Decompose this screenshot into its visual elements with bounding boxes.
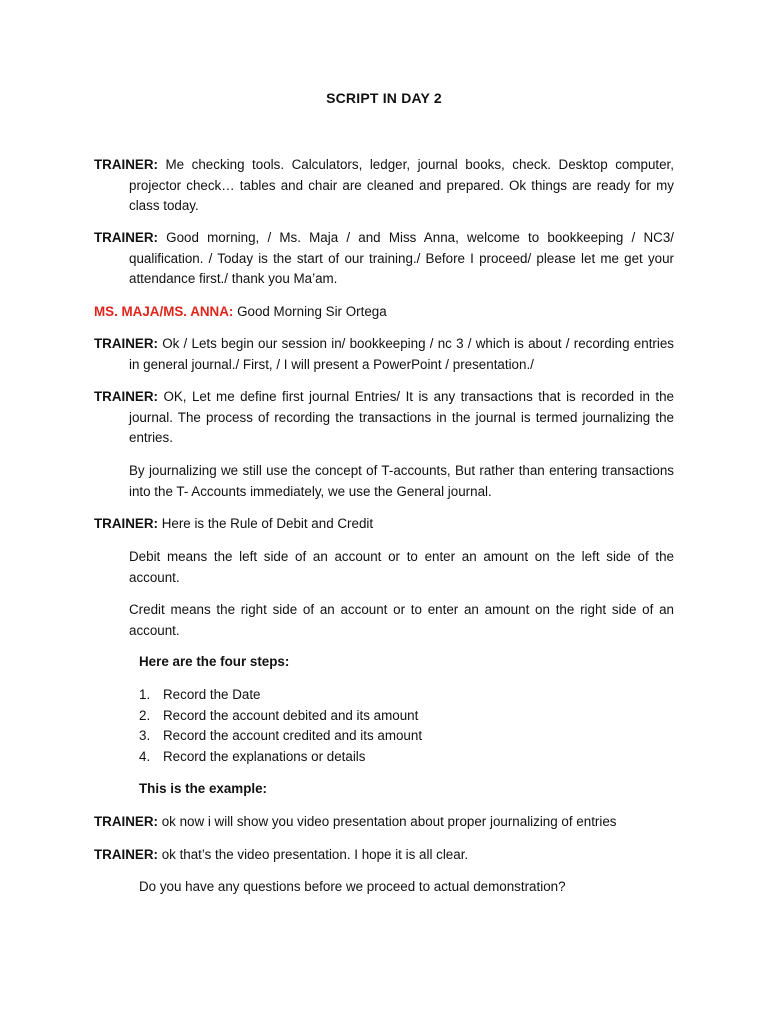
paragraph-journalizing: By journalizing we still use the concept of T-accounts, But rather than entering transactions into the T- Accounts immediately, we use the General journal. [129,463,674,499]
list-number: 3. [139,728,151,743]
speaker-label: TRAINER: [94,230,158,245]
list-item [139,747,422,768]
speaker-label: TRAINER: [94,336,158,351]
list-text: Record the explanations or details [163,748,366,764]
paragraph-debit: Debit means the left side of an account or to enter an amount on the left side of the account. [129,549,674,585]
paragraph-trainer-7 [94,845,674,866]
paragraph-credit: Credit means the right side of an account or to enter an amount on the right side of an account. [129,602,674,638]
paragraph-trainer-3 [94,334,674,375]
paragraph-trainer-4 [94,387,674,449]
list-number: 4. [139,748,151,764]
list-text: Record the account credited and its amount [163,728,423,743]
paragraph-text: Ok / Lets begin our session in/ bookkeeping / nc 3 / which is about / recording entries in general journal./ First, / I will present a PowerPoint / presentation./ [129,336,674,372]
list-item [139,685,422,706]
paragraph-trainer-1 [94,155,674,217]
paragraph-text: OK, Let me define first journal Entries/ It is any transactions that is recorded in the journal. The process of recording the transactions in the journal is termed journalizing the entries. [129,389,674,446]
list-item [139,706,422,727]
list-item [139,726,422,747]
speaker-label: TRAINER: [94,847,158,862]
paragraph-text: ok now i will show you video presentation about proper journalizing of entries [157,814,617,829]
speaker-label: TRAINER: [94,516,158,531]
list-number: 1. [139,687,151,702]
steps-heading: Here are the four steps: [139,654,290,669]
paragraph-text: Good morning, / Ms. Maja / and Miss Anna, welcome to bookkeeping / NC3/ qualification. / Today is the start of our training./ Before I proceed/ please let me get your attendance first./ thank you Ma’am. [129,230,674,287]
example-heading: This is the example: [139,781,267,796]
list-text: Record the Date [163,687,261,702]
steps-list [139,685,422,767]
paragraph-trainer-5 [94,514,674,535]
paragraph-trainer-2 [94,228,674,290]
paragraph-text: Here is the Rule of Debit and Credit [157,516,374,531]
closing-question: Do you have any questions before we proceed to actual demonstration? [139,879,566,894]
paragraph-text: Me checking tools. Calculators, ledger, journal books, check. Desktop computer, projector check… tables and chair are cleaned and prepared. Ok things are ready for my class today. [129,157,674,214]
paragraph-text: Good Morning Sir Ortega [233,304,387,319]
speaker-label: TRAINER: [94,389,158,404]
list-number: 2. [139,707,151,723]
paragraph-students [94,302,674,323]
paragraph-trainer-6 [94,812,674,833]
speaker-label: TRAINER: [94,157,158,172]
document-title: SCRIPT IN DAY 2 [326,90,442,106]
speaker-label: TRAINER: [94,814,158,829]
list-text: Record the account debited and its amount [163,707,419,723]
paragraph-text: ok that’s the video presentation. I hope it is all clear. [157,847,469,862]
speaker-label-students: MS. MAJA/MS. ANNA: [94,304,234,319]
